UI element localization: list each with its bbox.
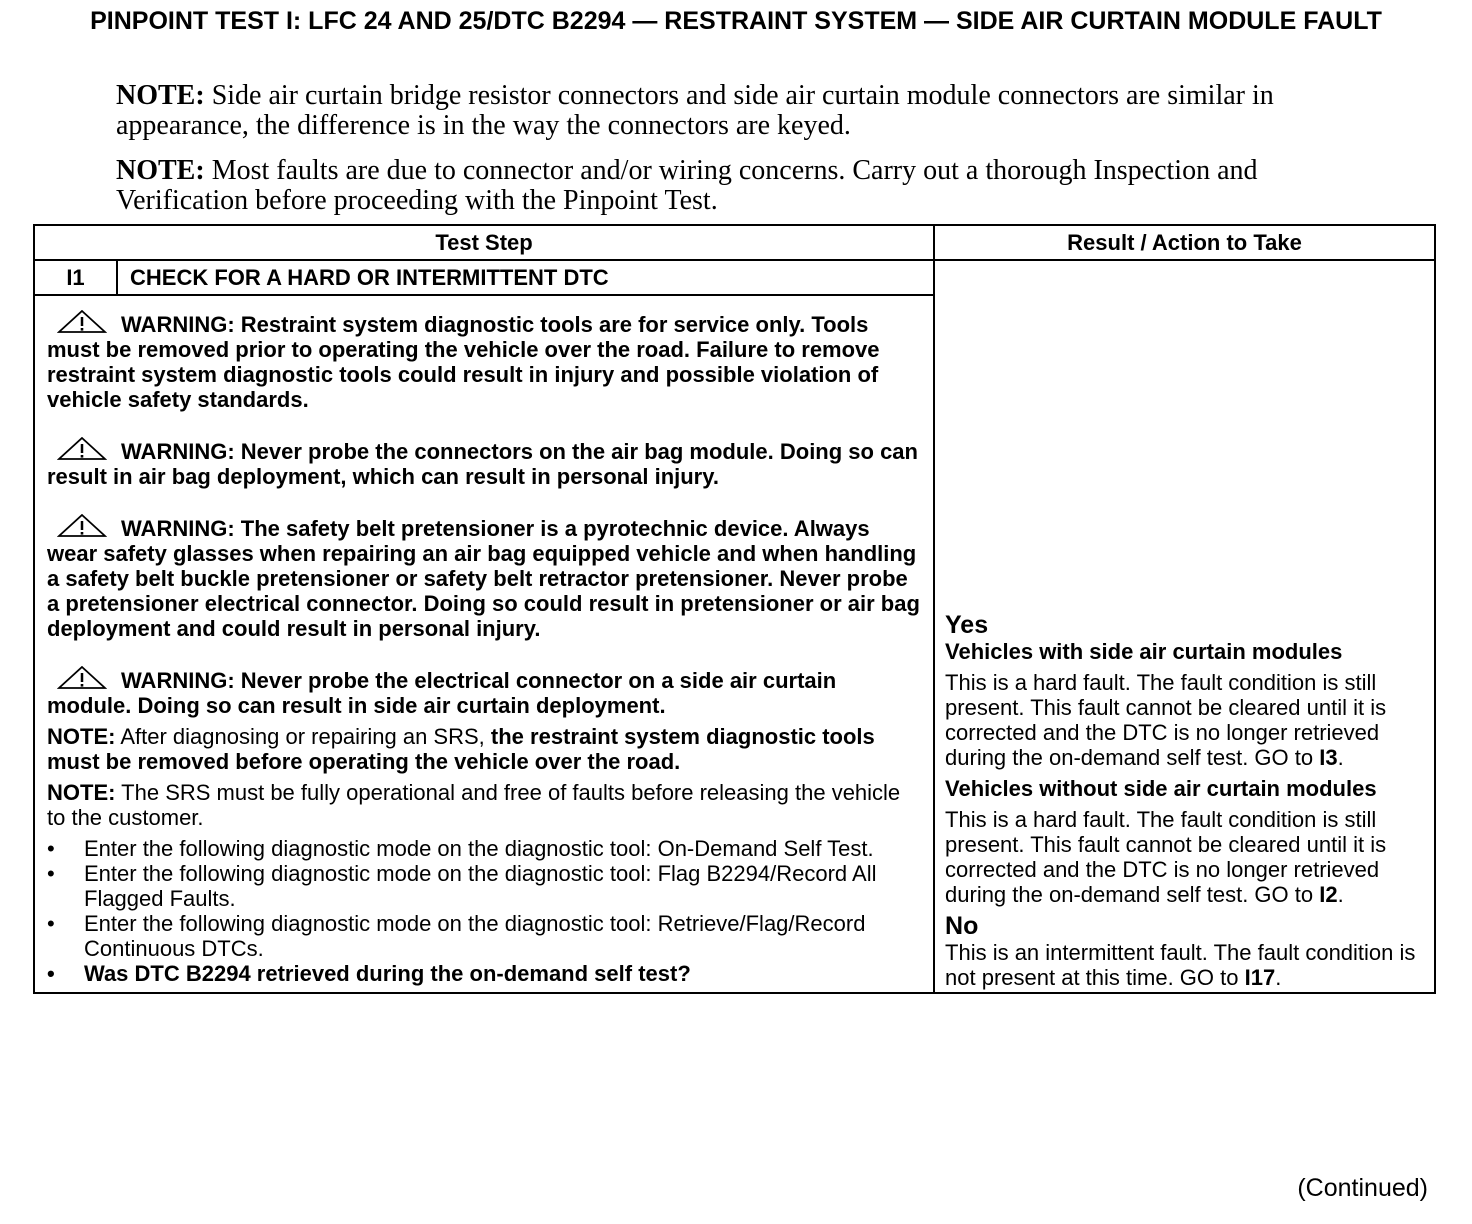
header-result: Result / Action to Take bbox=[934, 225, 1435, 260]
list-item: • Enter the following diagnostic mode on the diagnostic tool: On-Demand Self Test. bbox=[47, 836, 921, 861]
step-body bbox=[34, 295, 934, 993]
goto-i2-link[interactable]: I2 bbox=[1319, 882, 1338, 907]
note-srs-operational bbox=[47, 780, 921, 830]
pinpoint-table bbox=[33, 224, 1436, 994]
result-no-body: This is an intermittent fault. The fault condition is not present at this time. GO to bbox=[945, 940, 1416, 990]
period: . bbox=[1337, 745, 1344, 770]
warning-text: WARNING: Never probe the connectors on the air bag module. Doing so can result in air bag deployment, which can result in personal injury. bbox=[47, 439, 918, 489]
result-without-text bbox=[945, 807, 1426, 907]
warning-text: WARNING: The safety belt pretensioner is a pyrotechnic device. Always wear safety glasses when repairing an air bag equipped vehicle and when handling a safety belt buckle pretensioner or safety belt retractor pretensioner. Never probe a pretensioner electrical connector. Doing so could result in pretensioner or air bag deployment and could result in personal injury. bbox=[47, 516, 920, 641]
goto-i17-link[interactable]: I17 bbox=[1244, 965, 1276, 990]
step-list bbox=[47, 836, 921, 986]
result-no: No bbox=[945, 912, 979, 940]
result-without-heading: Vehicles without side air curtain modules bbox=[945, 776, 1377, 801]
warning-1 bbox=[47, 310, 921, 412]
note-text: After diagnosing or repairing an SRS, bbox=[115, 724, 491, 749]
result-without-body: This is a hard fault. The fault condition is still present. This fault cannot be cleared until it is corrected and the DTC is no longer retrieved during the on-demand self test. GO to bbox=[945, 807, 1387, 907]
period: . bbox=[1337, 882, 1344, 907]
result-with-heading: Vehicles with side air curtain modules bbox=[945, 639, 1343, 664]
list-item: • Enter the following diagnostic mode on the diagnostic tool: Flag B2294/Record All Flagged Faults. bbox=[47, 861, 921, 911]
continued-label: (Continued) bbox=[1297, 1174, 1428, 1202]
note-text: The SRS must be fully operational and free of faults before releasing the vehicle to the customer. bbox=[47, 780, 901, 830]
note-bold-text: the restraint system diagnostic tools must be removed before operating the vehicle over the road. bbox=[47, 724, 875, 774]
warning-3 bbox=[47, 514, 921, 641]
result-with-body: This is a hard fault. The fault condition is still present. This fault cannot be cleared until it is corrected and the DTC is no longer retrieved during the on-demand self test. GO to bbox=[945, 670, 1387, 770]
list-item: • Enter the following diagnostic mode on the diagnostic tool: Retrieve/Flag/Record Continuous DTCs. bbox=[47, 911, 921, 961]
note-srs-tools bbox=[47, 724, 921, 774]
note-label: NOTE: bbox=[116, 80, 205, 111]
step-title: CHECK FOR A HARD OR INTERMITTENT DTC bbox=[117, 260, 934, 295]
step-id: I1 bbox=[34, 260, 117, 295]
warning-triangle-icon bbox=[57, 514, 107, 538]
warning-4 bbox=[47, 666, 921, 718]
warning-triangle-icon bbox=[57, 666, 107, 690]
note-label: NOTE: bbox=[47, 724, 116, 749]
result-no-text bbox=[945, 940, 1426, 990]
result-with-text bbox=[945, 670, 1426, 770]
step-question: • Was DTC B2294 retrieved during the on-demand self test? bbox=[47, 961, 921, 986]
warning-2 bbox=[47, 437, 921, 489]
note-text: Most faults are due to connector and/or wiring concerns. Carry out a thorough Inspection and Verification before proceeding with the Pinpoint Test. bbox=[116, 155, 1258, 216]
page-title: PINPOINT TEST I: LFC 24 AND 25/DTC B2294 — RESTRAINT SYSTEM — SIDE AIR CURTAIN MODULE FAULT bbox=[90, 7, 1382, 35]
header-test-step: Test Step bbox=[34, 225, 934, 260]
warning-triangle-icon bbox=[57, 437, 107, 461]
note-label: NOTE: bbox=[116, 155, 205, 186]
note-text: Side air curtain bridge resistor connectors and side air curtain module connectors are similar in appearance, the difference is in the way the connectors are keyed. bbox=[116, 80, 1274, 141]
result-yes: Yes bbox=[945, 611, 989, 639]
goto-i3-link[interactable]: I3 bbox=[1319, 745, 1338, 770]
warning-text: WARNING: Restraint system diagnostic tools are for service only. Tools must be removed prior to operating the vehicle over the road. Failure to remove restraint system diagnostic tools could result in injury and possible violation of vehicle safety standards. bbox=[47, 312, 880, 412]
note-faults bbox=[116, 156, 1366, 216]
result-cell bbox=[934, 260, 1435, 993]
note-connectors bbox=[116, 81, 1366, 141]
warning-text: WARNING: Never probe the electrical connector on a side air curtain module. Doing so can result in side air curtain deployment. bbox=[47, 668, 837, 718]
note-label: NOTE: bbox=[47, 780, 116, 805]
warning-triangle-icon bbox=[57, 310, 107, 334]
period: . bbox=[1275, 965, 1282, 990]
